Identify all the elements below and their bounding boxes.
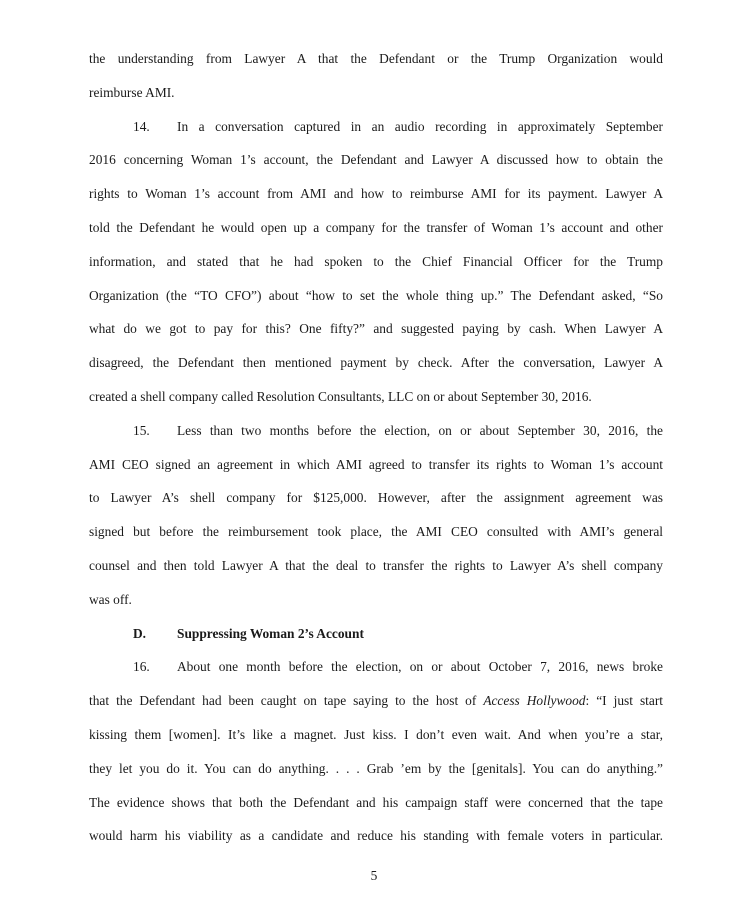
paragraph-number: 14. <box>133 118 150 134</box>
body-line: information, and stated that he had spoken to the Chief Financial Officer for the Trump <box>89 253 663 269</box>
body-line: rights to Woman 1’s account from AMI and how to reimburse AMI for its payment. Lawyer A <box>89 186 663 202</box>
body-line: signed but before the reimbursement took place, the AMI CEO consulted with AMI’s general <box>89 524 663 540</box>
body-line: they let you do it. You can do anything. . . . Grab ’em by the [genitals]. You can do anything.” <box>89 760 663 776</box>
body-line: kissing them [women]. It’s like a magnet. Just kiss. I don’t even wait. And when you’re a star, <box>89 726 663 742</box>
body-line-text: About one month before the election, on or about October 7, 2016, news broke <box>177 659 663 675</box>
body-line: counsel and then told Lawyer A that the deal to transfer the rights to Lawyer A’s shell company <box>89 557 663 573</box>
page-number: 5 <box>370 868 378 883</box>
body-line-text: that the Defendant had been caught on tape saying to the host of <box>89 693 484 709</box>
body-line: to Lawyer A’s shell company for $125,000. However, after the assignment agreement was <box>89 490 663 506</box>
show-title: Access Hollywood <box>483 693 586 709</box>
body-line-text: In a conversation captured in an audio recording in approximately September <box>177 118 663 134</box>
body-line: would harm his viability as a candidate and reduce his standing with female voters in particular. <box>89 828 663 844</box>
body-line: reimburse AMI. <box>89 84 175 100</box>
body-line: Organization (the “TO CFO”) about “how to set the whole thing up.” The Defendant asked, “So <box>89 287 663 303</box>
paragraph-15-first-line <box>89 414 663 448</box>
paragraph-14-first-line <box>89 110 663 144</box>
body-line-with-title <box>89 684 663 718</box>
section-heading <box>89 617 663 651</box>
body-line: what do we got to pay for this? One fifty?” and suggested paying by cash. When Lawyer A <box>89 321 663 337</box>
body-line: 2016 concerning Woman 1’s account, the Defendant and Lawyer A discussed how to obtain the <box>89 152 663 168</box>
section-title: Suppressing Woman 2’s Account <box>177 625 364 641</box>
body-line-text: Less than two months before the election, on or about September 30, 2016, the <box>177 422 663 438</box>
body-line: told the Defendant he would open up a company for the transfer of Woman 1’s account and other <box>89 219 663 235</box>
paragraph-number: 16. <box>133 659 150 675</box>
body-line: was off. <box>89 591 132 607</box>
section-letter: D. <box>133 625 147 641</box>
body-line: disagreed, the Defendant then mentioned payment by check. After the conversation, Lawyer A <box>89 355 663 371</box>
body-line: The evidence shows that both the Defendant and his campaign staff were concerned that the tape <box>89 794 663 810</box>
paragraph-number: 15. <box>133 422 150 438</box>
body-line-text: : “I just start <box>585 693 664 709</box>
document-body <box>89 42 663 853</box>
body-line: AMI CEO signed an agreement in which AMI agreed to transfer its rights to Woman 1’s account <box>89 456 663 472</box>
body-line: created a shell company called Resolution Consultants, LLC on or about September 30, 2016. <box>89 388 592 404</box>
body-line: the understanding from Lawyer A that the Defendant or the Trump Organization would <box>89 51 663 66</box>
paragraph-16-first-line <box>89 650 663 684</box>
